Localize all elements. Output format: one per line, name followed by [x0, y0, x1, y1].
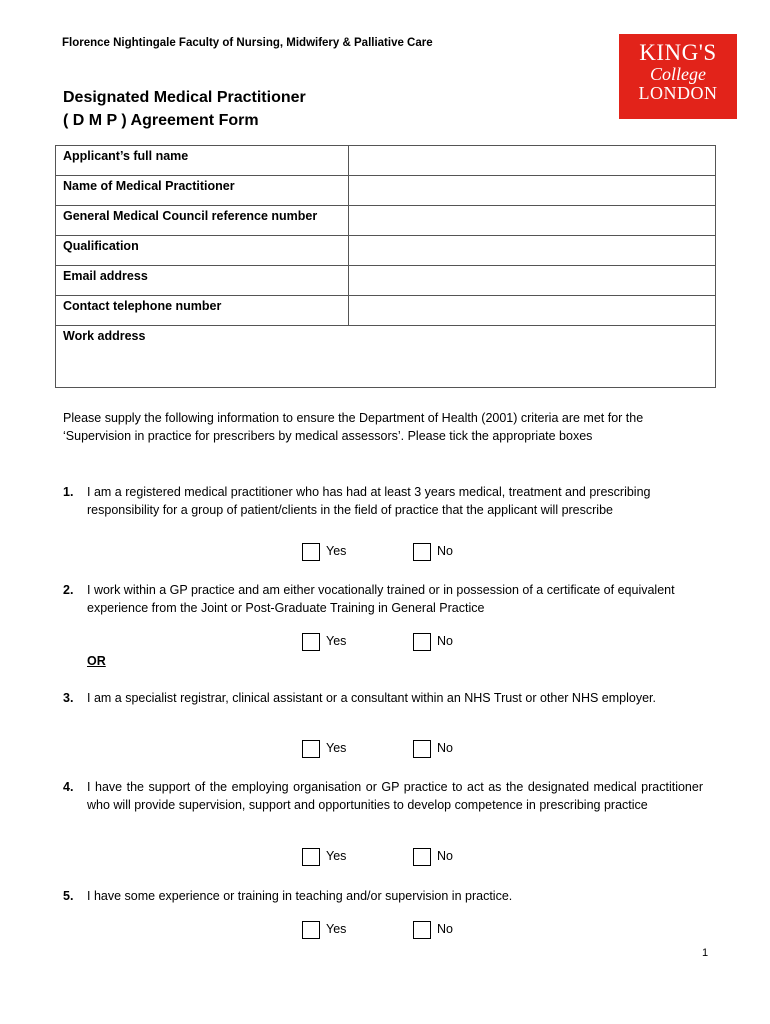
q1-no-checkbox[interactable] [413, 543, 431, 561]
yes-label: Yes [326, 922, 347, 936]
question-text: I am a registered medical practitioner who has had at least 3 years medical, treatment and prescribing responsibility for a group of patient/clients in the field of practice that the applicant will prescribe [87, 485, 651, 517]
yes-label: Yes [326, 544, 347, 558]
q2-yes-checkbox[interactable] [302, 633, 320, 651]
q3-yes-checkbox[interactable] [302, 740, 320, 758]
question-4 [63, 778, 703, 814]
faculty-header: Florence Nightingale Faculty of Nursing, Midwifery & Palliative Care [62, 37, 433, 49]
field-label: Contact telephone number [56, 296, 349, 326]
title-line-1: Designated Medical Practitioner [63, 89, 306, 106]
question-number: 5. [63, 889, 74, 903]
or-separator: OR [87, 654, 106, 668]
question-number: 4. [63, 780, 74, 794]
q1-yes-checkbox[interactable] [302, 543, 320, 561]
table-row [56, 296, 716, 326]
table-row [56, 146, 716, 176]
work-address-field[interactable] [56, 326, 716, 388]
yes-label: Yes [326, 634, 347, 648]
table-row [56, 176, 716, 206]
applicant-details-table [55, 145, 716, 388]
no-label: No [437, 544, 453, 558]
field-label: General Medical Council reference number [56, 206, 349, 236]
q5-yes-checkbox[interactable] [302, 921, 320, 939]
table-row [56, 266, 716, 296]
question-5 [63, 887, 703, 905]
field-label: Work address [63, 329, 146, 343]
no-label: No [437, 634, 453, 648]
q4-no-checkbox[interactable] [413, 848, 431, 866]
question-text: I am a specialist registrar, clinical assistant or a consultant within an NHS Trust or other NHS employer. [87, 691, 656, 705]
question-number: 2. [63, 583, 74, 597]
practitioner-name-field[interactable] [349, 176, 716, 206]
table-row [56, 206, 716, 236]
page-number: 1 [702, 947, 709, 959]
q3-no-checkbox[interactable] [413, 740, 431, 758]
telephone-field[interactable] [349, 296, 716, 326]
table-row [56, 326, 716, 388]
yes-label: Yes [326, 741, 347, 755]
q5-no-checkbox[interactable] [413, 921, 431, 939]
logo-line-2: College [650, 64, 706, 84]
applicant-name-field[interactable] [349, 146, 716, 176]
email-field[interactable] [349, 266, 716, 296]
instructions-text: Please supply the following information to ensure the Department of Health (2001) criteria are met for the ‘Supervision in practice for prescribers by medical assessors’. Please tick the appropriate boxes [63, 411, 644, 443]
field-label: Name of Medical Practitioner [56, 176, 349, 206]
question-number: 1. [63, 485, 74, 499]
logo-line-1: KING'S [639, 40, 717, 65]
question-2 [63, 581, 703, 617]
field-label: Applicant’s full name [56, 146, 349, 176]
no-label: No [437, 922, 453, 936]
kings-college-london-logo [619, 34, 737, 119]
question-3 [63, 689, 703, 707]
question-text: I have the support of the employing organisation or GP practice to act as the designated medical practitioner who will provide supervision, support and opportunities to develop competence in prescribing practice [87, 780, 703, 812]
q2-no-checkbox[interactable] [413, 633, 431, 651]
question-text: I have some experience or training in teaching and/or supervision in practice. [87, 889, 513, 903]
question-number: 3. [63, 691, 74, 705]
question-text: I work within a GP practice and am either vocationally trained or in possession of a certificate of equivalent experience from the Joint or Post-Graduate Training in General Practice [87, 583, 675, 615]
qualification-field[interactable] [349, 236, 716, 266]
yes-label: Yes [326, 849, 347, 863]
table-row [56, 236, 716, 266]
field-label: Qualification [56, 236, 349, 266]
title-line-2: ( D M P ) Agreement Form [63, 112, 259, 129]
page-title [63, 86, 306, 132]
q4-yes-checkbox[interactable] [302, 848, 320, 866]
question-1 [63, 483, 703, 519]
no-label: No [437, 741, 453, 755]
gmc-reference-field[interactable] [349, 206, 716, 236]
field-label: Email address [56, 266, 349, 296]
logo-line-3: LONDON [638, 83, 718, 103]
no-label: No [437, 849, 453, 863]
